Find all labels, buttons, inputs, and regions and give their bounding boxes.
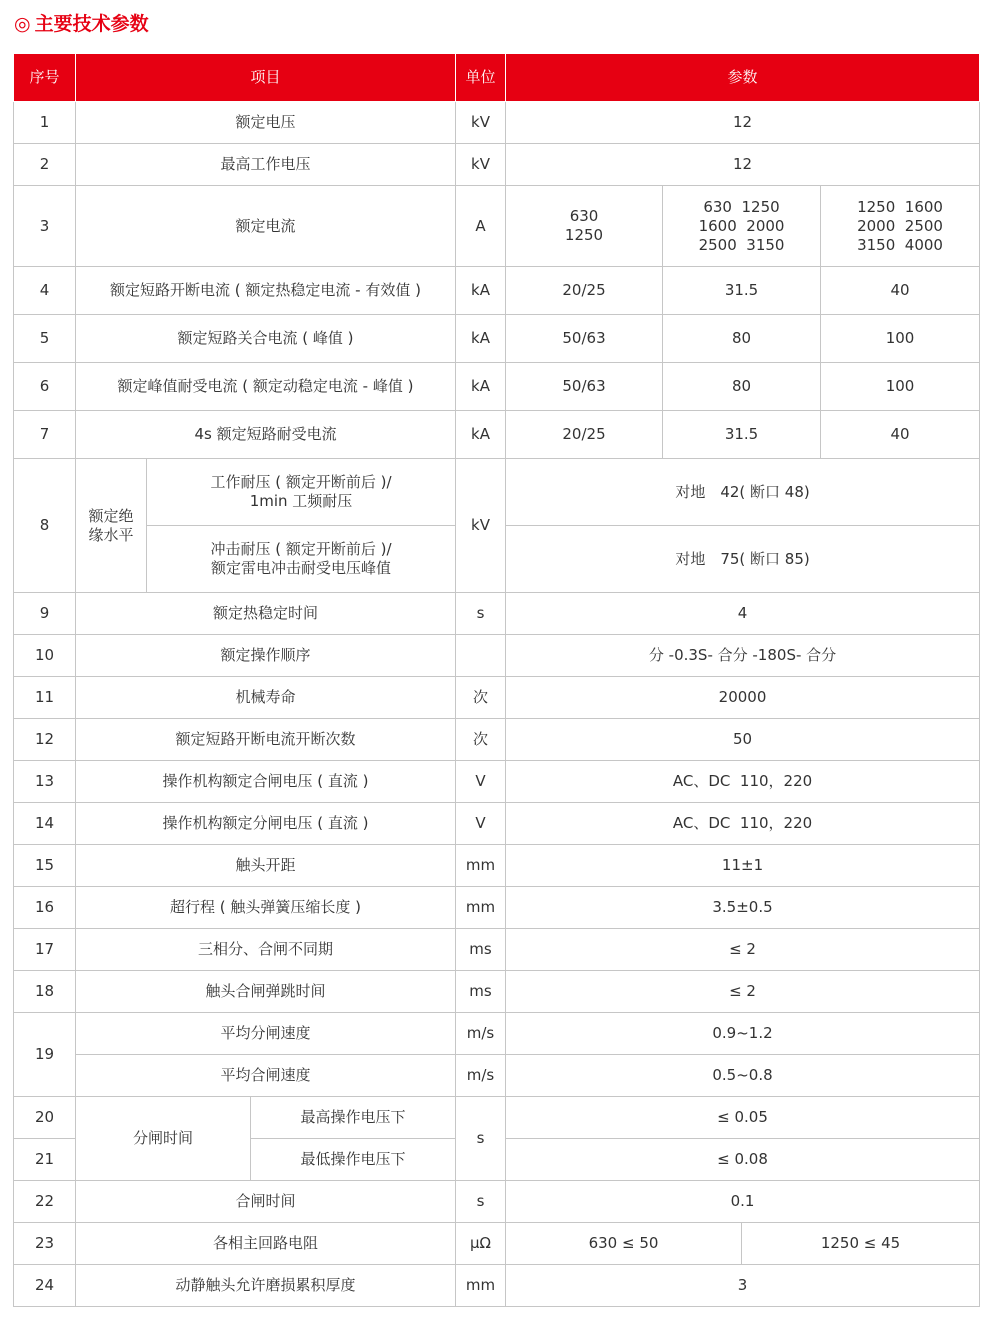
value-cell: 分 -0.3S- 合分 -180S- 合分 [506,635,980,677]
circle-bullet-icon: ◎ [14,13,31,35]
value-cell: 0.9~1.2 [506,1013,980,1055]
sub-item-line: 1min 工频耐压 [249,492,353,510]
table-row [14,186,980,267]
group-cell: 分闸时间 [76,1097,251,1181]
table-row [14,593,980,635]
unit-cell: mm [456,845,506,887]
table-row [14,102,980,144]
table-row [14,144,980,186]
table-row [14,761,980,803]
item-cell: 额定电压 [76,102,456,144]
table-row [14,363,980,411]
value-cell: 3.5±0.5 [506,887,980,929]
table-row [14,1097,980,1139]
table-row [14,1265,980,1307]
seq-cell: 18 [14,971,76,1013]
seq-cell: 8 [14,459,76,593]
value-cell-1: 20/25 [506,411,663,459]
seq-cell: 7 [14,411,76,459]
unit-cell: s [456,1181,506,1223]
table-row [14,1223,980,1265]
unit-cell: kA [456,411,506,459]
seq-cell: 3 [14,186,76,267]
value-cell: 12 [506,144,980,186]
unit-cell: m/s [456,1013,506,1055]
unit-cell: ms [456,971,506,1013]
title-text: 主要技术参数 [34,13,149,35]
seq-cell: 15 [14,845,76,887]
sub-item-cell [147,459,456,526]
item-cell: 平均合闸速度 [76,1055,456,1097]
table-row [14,677,980,719]
value-line: 630 1250 [703,197,780,216]
value-cell-1 [506,186,663,267]
page-title [14,10,149,38]
value-cell: 12 [506,102,980,144]
table-row [14,411,980,459]
value-cell: AC、DC 110，220 [506,803,980,845]
group-cell [76,459,147,593]
item-cell: 额定热稳定时间 [76,593,456,635]
unit-cell: mm [456,1265,506,1307]
item-cell: 最高工作电压 [76,144,456,186]
table-row [14,1055,980,1097]
unit-cell: s [456,1097,506,1181]
value-cell: 20000 [506,677,980,719]
header-item: 项目 [76,54,456,102]
unit-cell: kV [456,102,506,144]
seq-cell: 21 [14,1139,76,1181]
table-row [14,887,980,929]
unit-cell: kA [456,267,506,315]
value-cell-3: 40 [821,411,980,459]
value-cell: 对地 42( 断口 48) [506,459,980,526]
table-row [14,845,980,887]
value-line: 1600 2000 [698,216,785,235]
sub-item-cell: 最高操作电压下 [251,1097,456,1139]
item-cell: 额定电流 [76,186,456,267]
table-row [14,971,980,1013]
item-cell: 额定短路开断电流开断次数 [76,719,456,761]
unit-cell: V [456,761,506,803]
group-line: 缘水平 [88,525,134,544]
value-cell-2: 31.5 [663,267,821,315]
seq-cell: 13 [14,761,76,803]
value-cell: ≤ 2 [506,971,980,1013]
item-cell: 超行程 ( 触头弹簧压缩长度 ) [76,887,456,929]
table-row [14,459,980,526]
unit-cell: 次 [456,719,506,761]
seq-cell: 22 [14,1181,76,1223]
table-row [14,929,980,971]
value-line: 2500 3150 [698,235,785,254]
value-cell: 0.5~0.8 [506,1055,980,1097]
value-cell-2: 1250 ≤ 45 [742,1223,980,1265]
seq-cell: 4 [14,267,76,315]
seq-cell: 12 [14,719,76,761]
seq-cell: 11 [14,677,76,719]
unit-cell: kA [456,315,506,363]
value-cell: ≤ 0.08 [506,1139,980,1181]
sub-item-line: 额定雷电冲击耐受电压峰值 [211,559,392,577]
sub-item-cell: 最低操作电压下 [251,1139,456,1181]
header-seq: 序号 [14,54,76,102]
value-cell-3: 100 [821,363,980,411]
unit-cell: μΩ [456,1223,506,1265]
value-cell-2 [663,186,821,267]
value-cell-3: 100 [821,315,980,363]
table-row [14,1181,980,1223]
spec-table [13,53,980,1307]
item-cell: 合闸时间 [76,1181,456,1223]
value-cell: 4 [506,593,980,635]
value-cell-1: 50/63 [506,363,663,411]
unit-cell: kV [456,459,506,593]
seq-cell: 2 [14,144,76,186]
seq-cell: 19 [14,1013,76,1097]
unit-cell: mm [456,887,506,929]
item-cell: 操作机构额定合闸电压 ( 直流 ) [76,761,456,803]
seq-cell: 6 [14,363,76,411]
item-cell: 额定短路开断电流 ( 额定热稳定电流 - 有效值 ) [76,267,456,315]
value-line: 630 [569,207,599,225]
seq-cell: 5 [14,315,76,363]
value-cell-1: 50/63 [506,315,663,363]
item-cell: 操作机构额定分闸电压 ( 直流 ) [76,803,456,845]
value-cell-3 [821,186,980,267]
seq-cell: 14 [14,803,76,845]
item-cell: 动静触头允许磨损累积厚度 [76,1265,456,1307]
item-cell: 额定短路关合电流 ( 峰值 ) [76,315,456,363]
value-cell: 50 [506,719,980,761]
seq-cell: 10 [14,635,76,677]
unit-cell: kV [456,144,506,186]
seq-cell: 23 [14,1223,76,1265]
item-cell: 触头合闸弹跳时间 [76,971,456,1013]
header-params: 参数 [506,54,980,102]
unit-cell: kA [456,363,506,411]
value-cell: ≤ 0.05 [506,1097,980,1139]
table-row [14,803,980,845]
seq-cell: 16 [14,887,76,929]
seq-cell: 24 [14,1265,76,1307]
unit-cell: 次 [456,677,506,719]
item-cell: 三相分、合闸不同期 [76,929,456,971]
value-cell-1: 20/25 [506,267,663,315]
sub-item-line: 冲击耐压 ( 额定开断前后 )/ [210,540,392,558]
value-cell: ≤ 2 [506,929,980,971]
value-cell-3: 40 [821,267,980,315]
table-header-row [14,54,980,102]
seq-cell: 20 [14,1097,76,1139]
value-cell-2: 31.5 [663,411,821,459]
value-line: 3150 4000 [857,235,943,254]
value-cell: 11±1 [506,845,980,887]
header-unit: 单位 [456,54,506,102]
value-cell: AC、DC 110，220 [506,761,980,803]
unit-cell: V [456,803,506,845]
seq-cell: 1 [14,102,76,144]
value-line: 1250 [564,226,604,244]
item-cell: 机械寿命 [76,677,456,719]
unit-cell [456,635,506,677]
seq-cell: 17 [14,929,76,971]
sub-item-cell [147,526,456,593]
seq-cell: 9 [14,593,76,635]
unit-cell: ms [456,929,506,971]
item-cell: 各相主回路电阻 [76,1223,456,1265]
value-cell: 0.1 [506,1181,980,1223]
item-cell: 额定峰值耐受电流 ( 额定动稳定电流 - 峰值 ) [76,363,456,411]
value-cell-2: 80 [663,363,821,411]
value-line: 2000 2500 [857,216,943,235]
table-row [14,1013,980,1055]
unit-cell: A [456,186,506,267]
unit-cell: s [456,593,506,635]
item-cell: 额定操作顺序 [76,635,456,677]
group-line: 额定绝 [88,506,134,525]
value-line: 1250 1600 [857,197,943,216]
value-cell: 3 [506,1265,980,1307]
value-cell-1: 630 ≤ 50 [506,1223,742,1265]
value-cell: 对地 75( 断口 85) [506,526,980,593]
value-cell-2: 80 [663,315,821,363]
item-cell: 平均分闸速度 [76,1013,456,1055]
item-cell: 触头开距 [76,845,456,887]
sub-item-line: 工作耐压 ( 额定开断前后 )/ [210,473,392,491]
item-cell: 4s 额定短路耐受电流 [76,411,456,459]
table-row [14,267,980,315]
table-row [14,315,980,363]
table-row [14,719,980,761]
table-row [14,635,980,677]
unit-cell: m/s [456,1055,506,1097]
